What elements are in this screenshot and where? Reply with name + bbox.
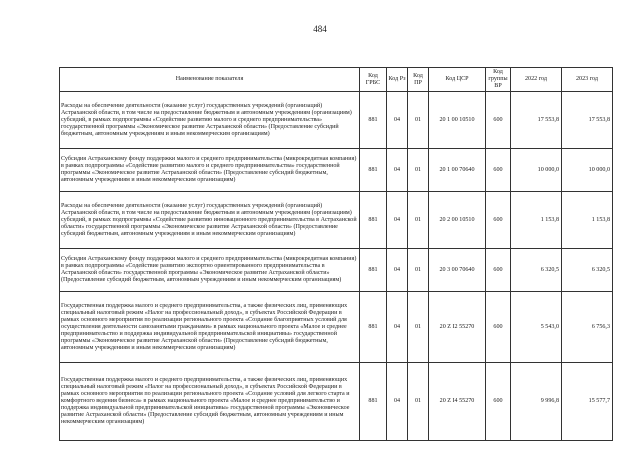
- row-2023: 6 320,5: [562, 249, 613, 292]
- row-vr: 600: [486, 192, 511, 249]
- row-name: Государственная поддержка малого и среднего предпринимательства, а также физических лиц, применяющих специальный налоговый режим «Налог на профессиональный доход», в субъектах Российской Федерации в рамках основного мероприятия по реализации регионального проекта «Создание благоприятных условий для осуществления деятельности самозанятыми гражданами» в рамках национального проекта «Малое и среднее предпринимательство и поддержка индивидуальной предпринимательской инициативы» государственной программы «Экономическое развитие Астраханской области» (Предоставление субсидий бюджетным, автономным учреждениям и иным некоммерческим организациям): [60, 292, 360, 363]
- row-vr: 600: [486, 292, 511, 363]
- row-csr: 20 Z I2 55270: [429, 292, 486, 363]
- row-grbs: 881: [360, 192, 387, 249]
- table-row: [60, 192, 613, 249]
- row-2022: 1 153,8: [511, 192, 562, 249]
- row-name: Субсидия Астраханскому фонду поддержки малого и среднего предпринимательства (микрокредитная компания) в рамках подпрограммы «Содействие развитию малого и среднего предпринимательства» государственной программы «Экономическое развитие Астраханской области» (Предоставление субсидий бюджетным, автономным учреждениям и иным некоммерческим организациям): [60, 149, 360, 192]
- row-rz: 04: [387, 249, 408, 292]
- budget-table: [59, 67, 613, 441]
- row-vr: 600: [486, 149, 511, 192]
- row-2023: 10 000,0: [562, 149, 613, 192]
- row-2022: 9 996,8: [511, 363, 562, 441]
- row-csr: 20 2 00 10510: [429, 192, 486, 249]
- row-csr: 20 1 00 10510: [429, 92, 486, 149]
- header-csr: Код ЦСР: [429, 68, 486, 92]
- row-2022: 17 553,8: [511, 92, 562, 149]
- row-csr: 20 Z I4 55270: [429, 363, 486, 441]
- table-row: [60, 249, 613, 292]
- row-pr: 01: [408, 149, 429, 192]
- row-grbs: 881: [360, 292, 387, 363]
- row-pr: 01: [408, 192, 429, 249]
- row-pr: 01: [408, 292, 429, 363]
- row-grbs: 881: [360, 149, 387, 192]
- row-vr: 600: [486, 363, 511, 441]
- row-grbs: 881: [360, 249, 387, 292]
- row-2023: 6 756,3: [562, 292, 613, 363]
- row-name: Расходы на обеспечение деятельности (оказание услуг) государственных учреждений (организаций) Астраханской области, в том числе на предоставление бюджетным и автономным учреждениям (организациям) субсидий, в рамках подпрограммы «Содействие развитию инновационного предпринимательства в Астраханской области» государственной программы «Экономическое развитие Астраханской области» (Предоставление субсидий бюджетным, автономным учреждениям и иным некоммерческим организациям): [60, 192, 360, 249]
- row-csr: 20 1 00 70640: [429, 149, 486, 192]
- row-2022: 6 320,5: [511, 249, 562, 292]
- row-2023: 17 553,8: [562, 92, 613, 149]
- row-2022: 5 543,0: [511, 292, 562, 363]
- header-name: Наименование показателя: [60, 68, 360, 92]
- header-2022: 2022 год: [511, 68, 562, 92]
- header-pr: Код ПР: [408, 68, 429, 92]
- row-2023: 1 153,8: [562, 192, 613, 249]
- table-row: [60, 363, 613, 441]
- row-csr: 20 3 00 70640: [429, 249, 486, 292]
- table-row: [60, 292, 613, 363]
- row-vr: 600: [486, 249, 511, 292]
- row-rz: 04: [387, 192, 408, 249]
- row-grbs: 881: [360, 92, 387, 149]
- row-pr: 01: [408, 92, 429, 149]
- row-grbs: 881: [360, 363, 387, 441]
- row-rz: 04: [387, 92, 408, 149]
- row-rz: 04: [387, 149, 408, 192]
- row-pr: 01: [408, 363, 429, 441]
- table-row: [60, 149, 613, 192]
- header-2023: 2023 год: [562, 68, 613, 92]
- header-vr: Код группы ВР: [486, 68, 511, 92]
- header-grbs: Код ГРБС: [360, 68, 387, 92]
- page-number: 484: [313, 24, 327, 34]
- header-row: [60, 68, 613, 92]
- row-2023: 15 577,7: [562, 363, 613, 441]
- row-rz: 04: [387, 363, 408, 441]
- row-rz: 04: [387, 292, 408, 363]
- table-row: [60, 92, 613, 149]
- header-rz: Код Рз: [387, 68, 408, 92]
- row-pr: 01: [408, 249, 429, 292]
- row-2022: 10 000,0: [511, 149, 562, 192]
- row-name: Расходы на обеспечение деятельности (оказание услуг) государственных учреждений (организаций) Астраханской области, в том числе на предоставление бюджетным и автономным учреждениям (организациям) субсидий, в рамках подпрограммы «Содействие развитию малого и среднего предпринимательства» государственной программы «Экономическое развитие Астраханской области» (Предоставление субсидий бюджетным, автономным учреждениям и иным некоммерческим организациям): [60, 92, 360, 149]
- row-name: Субсидия Астраханскому фонду поддержки малого и среднего предпринимательства (микрокредитная компания) в рамках подпрограммы «Содействие развитию экспортно ориентированного предпринимательства в Астраханской области» государственной программы «Экономическое развитие Астраханской области» (Предоставление субсидий бюджетным, автономным учреждениям и иным некоммерческим организациям): [60, 249, 360, 292]
- row-name: Государственная поддержка малого и среднего предпринимательства, а также физических лиц, применяющих специальный налоговый режим «Налог на профессиональный доход», в субъектах Российской Федерации в рамках основного мероприятия по реализации регионального проекта «Создание условий для легкого старта и комфортного ведения бизнеса» в рамках национального проекта «Малое и среднее предпринимательство и поддержка индивидуальной предпринимательской инициативы» государственной программы «Экономическое развитие Астраханской области» (Предоставление субсидий бюджетным, автономным учреждениям и иным некоммерческим организациям): [60, 363, 360, 441]
- row-vr: 600: [486, 92, 511, 149]
